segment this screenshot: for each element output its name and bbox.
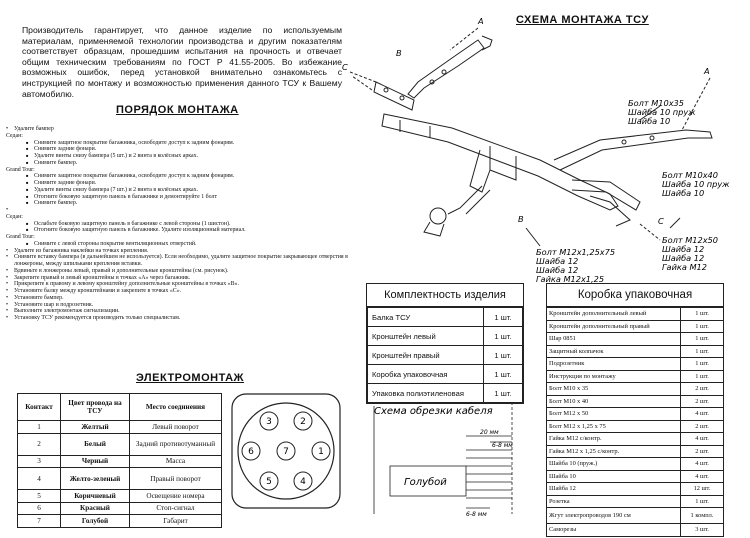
- wiring-color: Красный: [61, 502, 130, 515]
- mount-step: • Установите балку между кронштейнами и закрепите в точках «С».: [6, 288, 350, 295]
- bolt-g4-line3: Шайба 12: [536, 265, 579, 275]
- mount-step: ■ Отогните боковую защитную панель в багажнике и демонтируйте 1 болт: [6, 194, 350, 201]
- box-item-qty: 4 шт.: [681, 458, 724, 471]
- mount-step: ■ Снимите защитное покрытие багажника, освободите доступ к задним фонарям.: [6, 173, 350, 180]
- bolt-g1-line2: Шайба 10 пруж: [628, 107, 696, 117]
- kit-item-qty: 1 шт.: [484, 384, 523, 403]
- wiring-color: Голубой: [61, 515, 130, 528]
- socket-pin-3: [260, 412, 278, 430]
- bolt-g1-line3: Шайба 10: [628, 116, 671, 126]
- cable-dim3-label: 6-8 мм: [466, 511, 487, 518]
- box-row: [547, 524, 724, 537]
- box-row: [547, 408, 724, 421]
- mount-step: • Удалите бампер: [6, 126, 350, 133]
- wiring-place: Стоп-сигнал: [130, 502, 222, 515]
- bolt-g3-line4: Гайка М12: [662, 262, 707, 272]
- socket-pin-2: [294, 412, 312, 430]
- box-row: [547, 383, 724, 396]
- wiring-table: [17, 393, 222, 528]
- bolt-g1-line1: Болт М10х35: [628, 98, 684, 108]
- bolt-g4-line4: Гайка М12х1,25: [536, 274, 605, 284]
- wiring-color: Белый: [61, 433, 130, 455]
- socket-pin-7: [277, 442, 295, 460]
- bolt-g3-line2: Шайба 12: [662, 244, 705, 254]
- bolt-g3-line3: Шайба 12: [662, 253, 705, 263]
- box-item-qty: 4 шт.: [681, 470, 724, 483]
- box-row: [547, 433, 724, 446]
- point-b-label-bottom: B: [518, 214, 524, 224]
- kit-row: [368, 365, 523, 384]
- mount-step: ■ Снимите бампер.: [6, 200, 350, 207]
- box-item-qty: 1 шт.: [681, 308, 724, 321]
- wiring-pin: 6: [18, 502, 61, 515]
- wiring-pin: 4: [18, 468, 61, 490]
- box-row: [547, 320, 724, 333]
- box-row: [547, 508, 724, 524]
- box-item-name: Кронштейн дополнительный правый: [547, 320, 681, 333]
- wiring-place: Освещение номера: [130, 490, 222, 503]
- kit-item-name: Кронштейн правый: [368, 346, 484, 365]
- box-item-qty: 3 шт.: [681, 524, 724, 537]
- box-row: [547, 345, 724, 358]
- socket-pin-6-label: 6: [248, 447, 254, 457]
- wiring-place: Левый поворот: [130, 421, 222, 434]
- kit-title: Комплектность изделия: [367, 284, 523, 307]
- scheme-title: СХЕМА МОНТАЖА ТСУ: [516, 14, 649, 26]
- wiring-header-place: Место соединения: [130, 394, 222, 421]
- kit-item-name: Балка ТСУ: [368, 308, 484, 327]
- cable-title: Схема обрезки кабеля: [374, 406, 493, 417]
- wiring-row: [18, 433, 222, 455]
- box-item-name: Защитный колпачок: [547, 345, 681, 358]
- box-row: [547, 358, 724, 371]
- box-row: [547, 483, 724, 496]
- ball-hitch: [424, 186, 490, 236]
- mount-steps-list: [6, 126, 350, 322]
- box-item-name: Болт М12 х 50: [547, 408, 681, 421]
- mount-step: Grand Tour:: [6, 234, 35, 240]
- mount-step: • Установку ТСУ рекомендуется производить только специалистам.: [6, 315, 350, 322]
- box-rows: [546, 307, 724, 537]
- box-row: [547, 445, 724, 458]
- kit-row: [368, 327, 523, 346]
- box-row: [547, 420, 724, 433]
- box-item-name: Болт М10 х 35: [547, 383, 681, 396]
- box-item-qty: 1 шт.: [681, 345, 724, 358]
- electro-title: ЭЛЕКТРОМОНТАЖ: [136, 372, 244, 384]
- wiring-row: [18, 502, 222, 515]
- wiring-pin: 2: [18, 433, 61, 455]
- wiring-place: Правый поворот: [130, 468, 222, 490]
- wiring-pin: 5: [18, 490, 61, 503]
- socket-pin-2-label: 2: [300, 417, 306, 427]
- box-item-name: Шайба 10: [547, 470, 681, 483]
- box-item-name: Шайба 10 (пруж.): [547, 458, 681, 471]
- box-item-name: Инструкция по монтажу: [547, 370, 681, 383]
- mount-step: ■ Удалите винты снизу бампера (5 шт.) и 2 винта в колёсных арках.: [6, 153, 350, 160]
- wiring-row: [18, 421, 222, 434]
- box-item-name: Гайка М12 х 1,25 с/контр.: [547, 445, 681, 458]
- mount-step: Седан:: [6, 213, 23, 220]
- left-bracket: [408, 36, 492, 98]
- wiring-row: [18, 490, 222, 503]
- mount-step: ■ Снимите защитное покрытие багажника, освободите доступ к задним фонарям.: [6, 140, 350, 147]
- additional-bracket-left: [350, 72, 414, 110]
- mount-title: ПОРЯДОК МОНТАЖА: [116, 104, 239, 116]
- mount-step: ■ Снимите бампер.: [6, 160, 350, 167]
- box-item-name: Розетка: [547, 495, 681, 508]
- box-item-qty: 2 шт.: [681, 445, 724, 458]
- box-item-qty: 1 шт.: [681, 495, 724, 508]
- box-item-name: Подрозетник: [547, 358, 681, 371]
- socket-pin-4-label: 4: [300, 477, 306, 487]
- box-item-qty: 1 шт.: [681, 370, 724, 383]
- kit-item-name: Коробка упаковочная: [368, 365, 484, 384]
- installation-scheme-drawing: [340, 10, 745, 288]
- mount-step: ■ Ослабьте боковую защитную панель в багажнике с левой стороны (1 шистон).: [6, 221, 350, 228]
- box-row: [547, 470, 724, 483]
- kit-item-qty: 1 шт.: [484, 327, 523, 346]
- mount-step: • Вдвиньте в лонжероны левый, правый и дополнительные кронштейны (см. рисунок).: [6, 268, 350, 275]
- socket-pin-1-label: 1: [318, 447, 324, 457]
- mount-step: Grand Tour:: [6, 166, 35, 173]
- wiring-pin: 3: [18, 455, 61, 468]
- kit-item-name: Упаковка полиэтиленовая: [368, 384, 484, 403]
- point-a-label-top: A: [478, 16, 484, 26]
- mount-step: ■ Удалите винты снизу бампера (7 шт.) и 2 винта в колёсных арках.: [6, 187, 350, 194]
- point-c-label-left: C: [342, 62, 348, 72]
- tow-beam: [382, 114, 618, 210]
- mount-step: • Закрепите правый и левый кронштейны в точках «А» через багажник.: [6, 275, 350, 282]
- box-item-qty: 4 шт.: [681, 408, 724, 421]
- bolt-g4-line1: Болт М12х1,25х75: [536, 247, 616, 257]
- cable-wires: [466, 450, 512, 498]
- box-item-qty: 1 шт.: [681, 320, 724, 333]
- intro-paragraph: Производитель гарантирует, что данное изделие по используемым материалам, применяемой технологии производства и другим показателям соответствует образцам, прошедшим испытания на прочность и отвечает общим техническим требованиям по ГОСТ Р 41.55-2005. Во избежание возможных ошибок, перед установкой внимательно ознакомьтесь с инструкцией по монтажу и возможностью применения данного ТСУ к Вашему автомобилю.: [22, 25, 342, 99]
- mount-step: [6, 207, 350, 214]
- socket-pin-1: [312, 442, 330, 460]
- box-row: [547, 458, 724, 471]
- box-item-name: Гайка М12 с/контр.: [547, 433, 681, 446]
- kit-item-qty: 1 шт.: [484, 308, 523, 327]
- point-b-label-left: B: [396, 48, 402, 58]
- box-row: [547, 370, 724, 383]
- box-item-qty: 1 шт.: [681, 358, 724, 371]
- wiring-row: [18, 468, 222, 490]
- kit-table: [366, 283, 524, 404]
- cable-dim2-label: 6-8 мм: [492, 442, 513, 449]
- box-item-name: Болт М12 х 1,25 х 75: [547, 420, 681, 433]
- socket-pin-4: [294, 472, 312, 490]
- wiring-color: Желтый: [61, 421, 130, 434]
- bolt-g3-line1: Болт М12х50: [662, 235, 718, 245]
- wiring-header-pin: Контакт: [18, 394, 61, 421]
- point-c-label-right: C: [658, 216, 664, 226]
- box-row: [547, 395, 724, 408]
- kit-row: [368, 346, 523, 365]
- mount-step: ■ Снимите с левой стороны покрытие вентиляционных отверстий.: [6, 241, 350, 248]
- bolt-g2-line3: Шайба 10: [662, 188, 705, 198]
- box-title: Коробка упаковочная: [546, 283, 724, 307]
- point-a-label-right: A: [704, 66, 710, 76]
- cable-wire-label: Голубой: [404, 477, 447, 488]
- box-row: [547, 308, 724, 321]
- box-item-qty: 1 компл.: [681, 508, 724, 524]
- box-item-name: Жгут электропроводов 190 см: [547, 508, 681, 524]
- box-item-qty: 12 шт.: [681, 483, 724, 496]
- socket-pin-6: [242, 442, 260, 460]
- bolt-g4-line2: Шайба 12: [536, 256, 579, 266]
- wiring-color: Желто-зеленый: [61, 468, 130, 490]
- wiring-pin: 1: [18, 421, 61, 434]
- kit-item-name: Кронштейн левый: [368, 327, 484, 346]
- cable-cutting-diagram: [366, 394, 526, 522]
- mount-step: • Установите бампер.: [6, 295, 350, 302]
- mount-step: • Установите шар и подрозетник.: [6, 302, 350, 309]
- box-item-qty: 2 шт.: [681, 420, 724, 433]
- box-row: [547, 333, 724, 346]
- kit-rows: [367, 307, 523, 403]
- box-item-name: Саморезы: [547, 524, 681, 537]
- box-item-name: Болт М10 х 40: [547, 395, 681, 408]
- mount-step: • Выполните электромонтаж сигнализации.: [6, 308, 350, 315]
- wiring-row: [18, 455, 222, 468]
- wiring-place: Габарит: [130, 515, 222, 528]
- box-row: [547, 495, 724, 508]
- wiring-pin: 7: [18, 515, 61, 528]
- mount-step: • Удалите из багажника наклейки на точках крепления.: [6, 248, 350, 255]
- kit-item-qty: 1 шт.: [484, 365, 523, 384]
- box-table: [546, 283, 724, 537]
- box-item-name: Кронштейн дополнительный левый: [547, 308, 681, 321]
- box-item-qty: 4 шт.: [681, 433, 724, 446]
- wiring-color: Черный: [61, 455, 130, 468]
- box-item-name: Шар 0851: [547, 333, 681, 346]
- wiring-place: Задний противотуманный: [130, 433, 222, 455]
- box-item-name: Шайба 12: [547, 483, 681, 496]
- wiring-row: [18, 515, 222, 528]
- wiring-color: Коричневый: [61, 490, 130, 503]
- mount-step: • Прикрепите к правому и левому кронштейну дополнительные кронштейны в точках «В».: [6, 281, 350, 288]
- socket-pin-7-label: 7: [283, 447, 289, 457]
- box-item-qty: 2 шт.: [681, 383, 724, 396]
- bolt-g2-line2: Шайба 10 пруж: [662, 179, 730, 189]
- socket-pin-5-label: 5: [266, 477, 272, 487]
- socket-diagram: [231, 393, 341, 509]
- cable-dim1-label: 20 мм: [480, 429, 499, 436]
- box-item-qty: 1 шт.: [681, 333, 724, 346]
- wiring-header-color: Цвет провода на ТСУ: [61, 394, 130, 421]
- mount-step: ■ Отогните боковую защитную панель в багажнике. Удалите изоляционный материал.: [6, 227, 350, 234]
- bolt-g2-line1: Болт М10х40: [662, 170, 718, 180]
- mount-step: Седан:: [6, 132, 23, 139]
- kit-item-qty: 1 шт.: [484, 346, 523, 365]
- mount-step: ■ Снимите задние фонари.: [6, 180, 350, 187]
- socket-pin-3-label: 3: [266, 417, 272, 427]
- box-item-qty: 2 шт.: [681, 395, 724, 408]
- mount-step: • Снимите вставку бампера (в дальнейшем не используется). Если необходимо, удалите защитное покрытие закрывающее отверстия в лонжероны, между шпильками крепления вставки.: [6, 254, 350, 268]
- wiring-place: Масса: [130, 455, 222, 468]
- mount-step: ■ Снимите задние фонари.: [6, 146, 350, 153]
- kit-row: [368, 308, 523, 327]
- socket-pin-5: [260, 472, 278, 490]
